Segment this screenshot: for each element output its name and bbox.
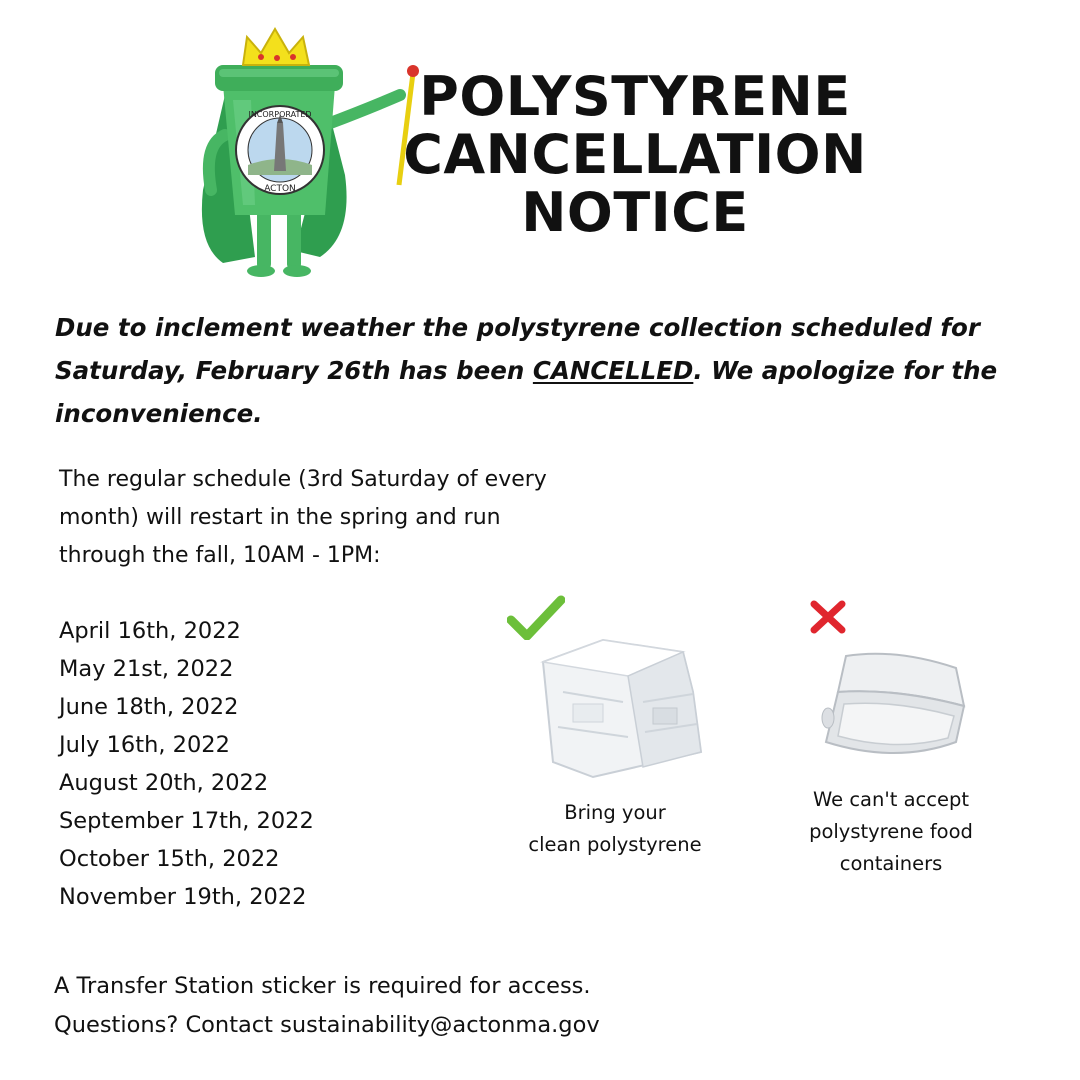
rejected-caption-line-3: containers [839, 852, 943, 875]
collection-date: July 16th, 2022 [59, 732, 230, 758]
accepted-caption [505, 797, 725, 861]
svg-text:ACTON: ACTON [264, 184, 296, 194]
sticker-requirement: A Transfer Station sticker is required for access. [54, 973, 591, 999]
collection-date: September 17th, 2022 [59, 808, 314, 834]
notice-text-before: Due to inclement weather the polystyrene collection scheduled for Saturday, February 26th has been [55, 313, 980, 385]
red-x-icon [806, 598, 850, 636]
svg-text:INCORPORATED: INCORPORATED [248, 110, 312, 119]
foam-clamshell-container-image [816, 646, 968, 768]
title-line-3: NOTICE [521, 181, 749, 244]
accepted-caption-line-1: Bring your [564, 801, 666, 824]
rejected-caption [780, 784, 1002, 880]
footer-info [54, 967, 954, 1045]
cancelled-emphasis: CANCELLED [532, 356, 694, 385]
collection-dates-list [59, 612, 314, 916]
rejected-caption-line-2: polystyrene food [809, 820, 973, 843]
notice-text-after: . We apologize for the inconvenience. [55, 356, 998, 428]
mascot-illustration [185, 25, 425, 285]
accepted-caption-line-2: clean polystyrene [528, 833, 702, 856]
contact-line: Questions? Contact sustainability@actonma.gov [54, 1012, 600, 1038]
crowned-trash-can-mascot-icon [185, 25, 425, 285]
page-title [400, 65, 870, 244]
collection-date: October 15th, 2022 [59, 846, 280, 872]
schedule-intro-line-3: through the fall, 10AM - 1PM: [59, 543, 381, 568]
collection-date: August 20th, 2022 [59, 770, 269, 796]
schedule-intro [59, 461, 619, 575]
collection-date: November 19th, 2022 [59, 884, 307, 910]
rejected-caption-line-1: We can't accept [813, 788, 969, 811]
schedule-intro-line-2: month) will restart in the spring and run [59, 505, 501, 530]
title-line-2: CANCELLATION [403, 123, 867, 186]
collection-date: June 18th, 2022 [59, 694, 239, 720]
cancellation-message [55, 306, 1055, 435]
title-line-1: POLYSTYRENE [419, 65, 851, 128]
collection-date: May 21st, 2022 [59, 656, 234, 682]
styrofoam-block-image [533, 632, 705, 782]
schedule-intro-line-1: The regular schedule (3rd Saturday of every [59, 467, 547, 492]
collection-date: April 16th, 2022 [59, 618, 241, 644]
